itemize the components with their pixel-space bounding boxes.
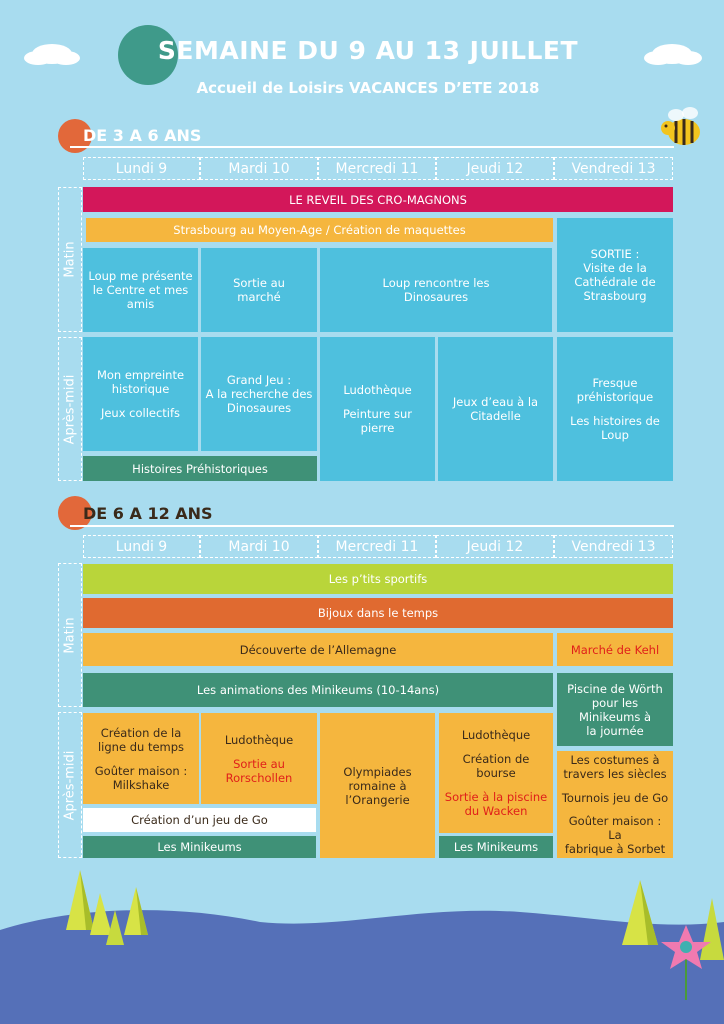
activity-bijoux: Bijoux dans le temps bbox=[83, 598, 673, 628]
activity-piscine-worth: Piscine de Wörth pour les Minikeums à la journée bbox=[557, 673, 673, 746]
activity-wedthu-matin: Loup rencontre les Dinosaures bbox=[320, 248, 552, 332]
page-subtitle: Accueil de Loisirs VACANCES D’ETE 2018 bbox=[196, 79, 540, 97]
activity-allemagne: Découverte de l’Allemagne bbox=[83, 633, 553, 666]
section-title: DE 6 A 12 ANS bbox=[83, 504, 213, 523]
section-title: DE 3 A 6 ANS bbox=[83, 126, 202, 145]
activity-sportifs: Les p’tits sportifs bbox=[83, 564, 673, 594]
section-divider bbox=[70, 146, 674, 148]
activity-kehl: Marché de Kehl bbox=[557, 633, 673, 666]
activity-minikeums-montue: Les Minikeums bbox=[83, 836, 316, 858]
activity-reveil: LE REVEIL DES CRO-MAGNONS bbox=[83, 187, 673, 212]
activity-thu-aprem: Ludothèque Création de bourse Sortie à la piscine du Wacken bbox=[439, 713, 553, 833]
section-divider bbox=[70, 525, 674, 527]
activity-thu-aprem: Jeux d’eau à la Citadelle bbox=[438, 337, 553, 481]
day-header-friday: Vendredi 13 bbox=[554, 535, 673, 558]
day-header-thursday: Jeudi 12 bbox=[436, 535, 554, 558]
day-header-wednesday: Mercredi 11 bbox=[318, 535, 436, 558]
activity-histoires: Histoires Préhistoriques bbox=[83, 456, 317, 481]
cloud-icon bbox=[644, 44, 702, 65]
activity-tue-matin: Sortie au marché bbox=[201, 248, 317, 332]
matin-label: Matin bbox=[62, 616, 78, 654]
side-label-matin bbox=[58, 563, 82, 707]
activity-tue-aprem: Grand Jeu : A la recherche des Dinosaures bbox=[201, 337, 317, 451]
activity-minikeums-anim: Les animations des Minikeums (10-14ans) bbox=[83, 673, 553, 707]
day-header-wednesday: Mercredi 11 bbox=[318, 157, 436, 180]
day-header-monday: Lundi 9 bbox=[83, 535, 200, 558]
side-label-matin bbox=[58, 187, 82, 332]
activity-jeu-de-go: Création d’un jeu de Go bbox=[83, 808, 316, 832]
day-header-monday: Lundi 9 bbox=[83, 157, 200, 180]
side-label-apres-midi bbox=[58, 712, 82, 858]
apres-midi-label: Après-midi bbox=[62, 750, 78, 820]
day-header-friday: Vendredi 13 bbox=[554, 157, 673, 180]
apres-midi-label: Après-midi bbox=[62, 374, 78, 444]
activity-tue-aprem: Ludothèque Sortie au Rorschollen bbox=[201, 713, 317, 804]
activity-fri-aprem: Fresque préhistorique Les histoires de Loup bbox=[557, 337, 673, 481]
activity-strasbourg: Strasbourg au Moyen-Age / Création de maquettes bbox=[86, 218, 553, 242]
activity-fri-matin: SORTIE : Visite de la Cathédrale de Strasbourg bbox=[557, 218, 673, 332]
cloud-icon bbox=[24, 44, 80, 65]
day-header-thursday: Jeudi 12 bbox=[436, 157, 554, 180]
activity-minikeums-thu: Les Minikeums bbox=[439, 836, 553, 858]
matin-label: Matin bbox=[62, 241, 78, 278]
activity-mon-matin: Loup me présente le Centre et mes amis bbox=[83, 248, 198, 332]
activity-mon-aprem: Création de la ligne du temps Goûter maison : Milkshake bbox=[83, 713, 199, 804]
activity-wed-aprem: Ludothèque Peinture sur pierre bbox=[320, 337, 435, 481]
day-header-tuesday: Mardi 10 bbox=[200, 535, 318, 558]
activity-mon-aprem: Mon empreinte historique Jeux collectifs bbox=[83, 337, 198, 451]
page-title: SEMAINE DU 9 AU 13 JUILLET bbox=[157, 36, 579, 65]
activity-wed-aprem: Olympiades romaine à l’Orangerie bbox=[320, 713, 435, 858]
activity-fri-aprem: Les costumes à travers les siècles Tournois jeu de Go Goûter maison : La fabrique à Sorbet bbox=[557, 751, 673, 858]
day-header-tuesday: Mardi 10 bbox=[200, 157, 318, 180]
side-label-apres-midi bbox=[58, 337, 82, 481]
bee-icon bbox=[661, 107, 700, 145]
